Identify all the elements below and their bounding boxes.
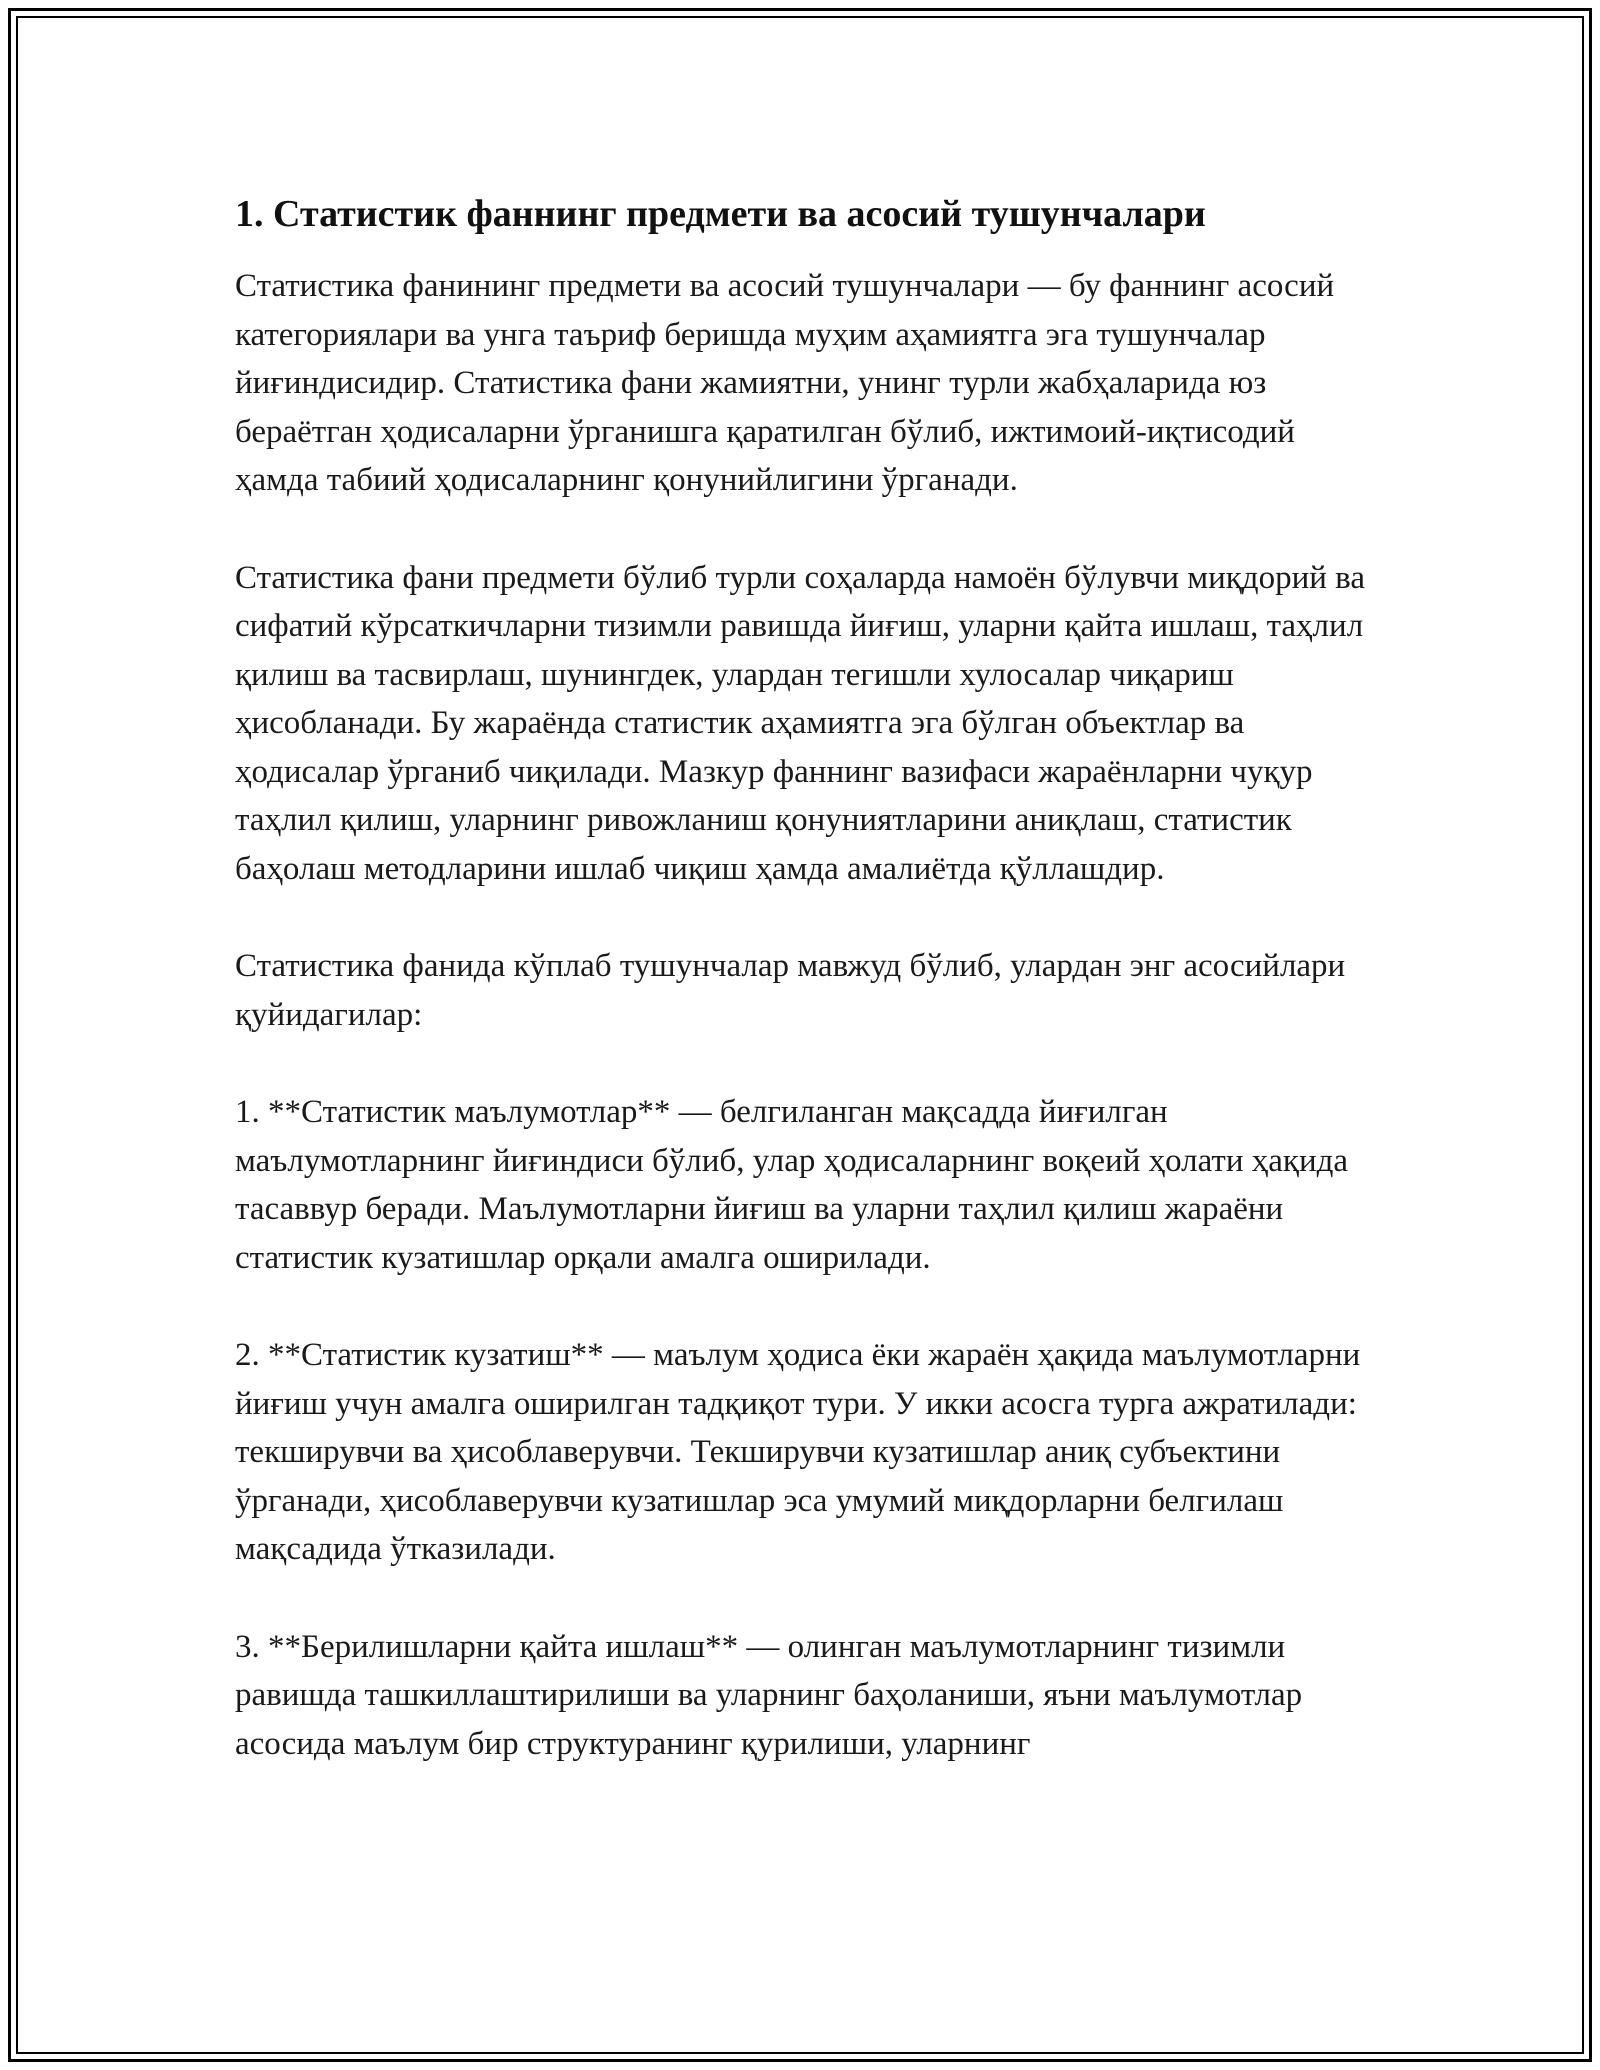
paragraph-intro: Статистика фанининг предмети ва асосий тушунчалари — бу фаннинг асосий категориялари ва унга таъриф беришда муҳим аҳамиятга эга тушунчалар йиғиндисидир. Статистика фани жамиятни, унинг турли жабҳаларида юз бераётган ҳодисаларни ўрганишга қаратилган бўлиб, ижтимоий-иқтисодий ҳамда табиий ҳодисаларнинг қонунийлигини ўрганади.	[235, 268, 1335, 498]
paragraph-subject: Статистика фани предмети бўлиб турли соҳаларда намоён бўлувчи миқдорий ва сифатий кўрсаткичларни тизимли равишда йиғиш, уларни қайта ишлаш, таҳлил қилиш ва тасвирлаш, шунингдек, улардан тегишли хулосалар чиқариш ҳисобланади. Бу жараёнда статистик аҳамиятга эга бўлган объектлар ва ҳодисалар ўрганиб чиқилади. Мазкур фаннинг вазифаси жараёнларни чуқур таҳлил қилиш, уларнинг ривожланиш қонуниятларини аниқлаш, статистик баҳолаш методларини ишлаб чиқиш ҳамда амалиётда қўллашдир.	[235, 559, 1365, 887]
list-item-statistical-data: 1. **Статистик маълумотлар** — белгиланган мақсадда йиғилган маълумотларнинг йиғиндиси бўлиб, улар ҳодисаларнинг воқеий ҳолати ҳақида тасаввур беради. Маълумотларни йиғиш ва уларни таҳлил қилиш жараёни статистик кузатишлар орқали амалга оширилади.	[235, 1094, 1349, 1276]
list-item-data-processing: 3. **Берилишларни қайта ишлаш** — олинган маълумотларнинг тизимли равишда ташкиллаштирилиши ва уларнинг баҳоланиши, яъни маълумотлар асосида маълум бир структуранинг қурилиши, уларнинг	[235, 1628, 1303, 1762]
list-item-statistical-observation: 2. **Статистик кузатиш** — маълум ҳодиса ёки жараён ҳақида маълумотларни йиғиш учун амалга оширилган тадқиқот тури. У икки асосга турга ажратилади: текширувчи ва ҳисоблаверувчи. Текширувчи кузатишлар аниқ субъектини ўрганади, ҳисоблаверувчи кузатишлар эса умумий миқдорларни белгилаш мақсадида ўтказилади.	[235, 1337, 1361, 1567]
section-heading: 1. Статистик фаннинг предмети ва асосий тушунчалари	[235, 193, 1206, 235]
paragraph-concepts-intro: Статистика фанида кўплаб тушунчалар мавжуд бўлиб, улардан энг асосийлари қуйидагилар:	[235, 948, 1346, 1033]
document-body	[235, 186, 1375, 1817]
